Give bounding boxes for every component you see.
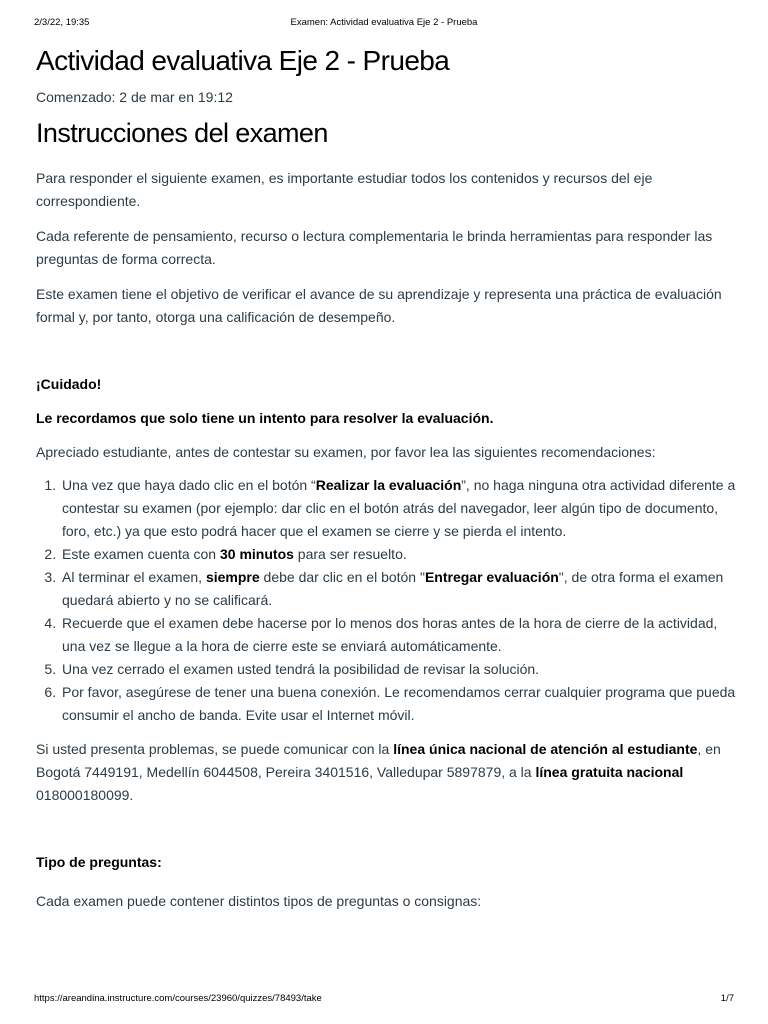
quiz-title: Actividad evaluativa Eje 2 - Prueba [36,45,450,76]
instructions-paragraph-objective: Este examen tiene el objetivo de verificar el avance de su aprendizaje y representa una práctica de evaluación formal y, por tanto, otorga una calificación de desempeño. [36,286,722,325]
print-document-title: Examen: Actividad evaluativa Eje 2 - Prueba [290,17,478,28]
recommendation-item: 1. Una vez que haya dado clic en el botón “Realizar la evaluación”, no haga ninguna otra actividad diferente a contestar su examen (por ejemplo: dar clic en el botón atrás del navegador, leer algún tipo de documento, foro, etc.) ya que esto podrá hacer que el examen se cierre y se pierda el intento. [60,474,736,543]
take-exam-button-reference: Realizar la evaluación [315,477,462,493]
warning-heading: ¡Cuidado! [36,376,102,392]
instructions-paragraph-resources: Cada referente de pensamiento, recurso o lectura complementaria le brinda herramientas para responder las preguntas de forma correcta. [36,228,713,267]
print-header [34,17,734,31]
recommendation-item: 3. Al terminar el examen, siempre debe dar clic en el botón "Entregar evaluación", de otra forma el examen quedará abierto y no se calificará. [60,566,736,612]
print-footer [34,993,734,1007]
recommendation-item: 6. Por favor, asegúrese de tener una buena conexión. Le recomendamos cerrar cualquier programa que pueda consumir el ancho de banda. Evite usar el Internet móvil. [60,681,736,727]
instructions-body [36,167,736,913]
quiz-content [36,42,736,913]
instructions-paragraph-study: Para responder el siguiente examen, es importante estudiar todos los contenidos y recursos del eje correspondiente. [36,170,653,209]
submit-button-reference: Entregar evaluación [424,569,559,585]
single-attempt-reminder: Le recordamos que solo tiene un intento para resolver la evaluación. [36,410,494,426]
question-types-description: Cada examen puede contener distintos tipos de preguntas o consignas: [36,893,482,909]
recommendations-intro: Apreciado estudiante, antes de contestar su examen, por favor lea las siguientes recomendaciones: [36,444,656,460]
quiz-started-timestamp: Comenzado: 2 de mar en 19:12 [36,89,233,105]
instructions-heading: Instrucciones del examen [36,118,328,148]
contact-paragraph: Si usted presenta problemas, se puede comunicar con la línea única nacional de atención al estudiante, en Bogotá 7449191, Medellín 6044508, Pereira 3401516, Valledupar 5897879, a la línea gratuita nacional 018000180099. [36,741,721,803]
recommendation-item: 5. Una vez cerrado el examen usted tendrá la posibilidad de revisar la solución. [60,658,736,681]
recommendation-item: 2. Este examen cuenta con 30 minutos para ser resuelto. [60,543,736,566]
page-number: 1/7 [720,993,734,1004]
recommendation-item: 4. Recuerde que el examen debe hacerse por lo menos dos horas antes de la hora de cierre de la actividad, una vez se llegue a la hora de cierre este se enviará automáticamente. [60,612,736,658]
time-limit: 30 minutos [220,546,294,562]
page-url: https://areandina.instructure.com/courses/23960/quizzes/78493/take [34,993,322,1004]
question-types-heading: Tipo de preguntas: [36,854,162,870]
recommendations-list [36,474,736,727]
print-datetime: 2/3/22, 19:35 [34,17,90,28]
